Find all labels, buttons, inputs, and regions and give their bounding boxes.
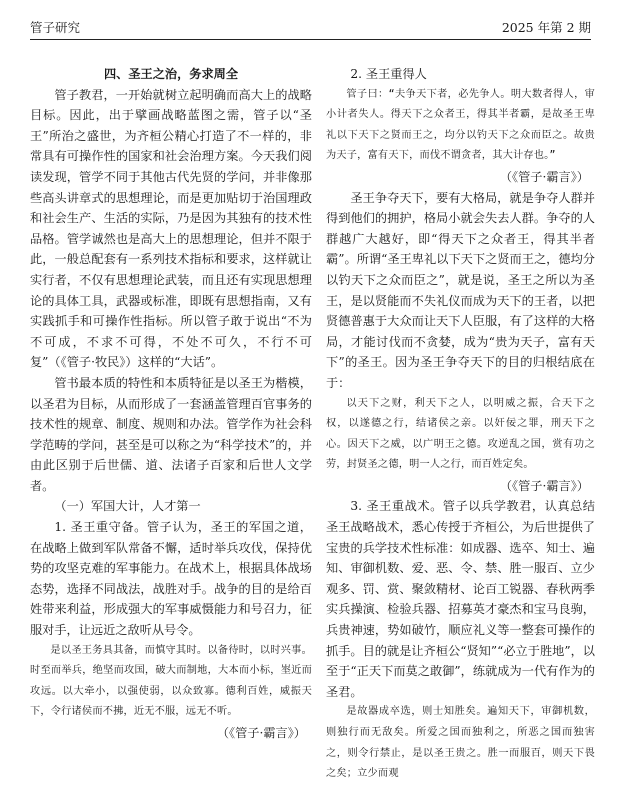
citation: （《管子·霸言》） bbox=[499, 478, 589, 493]
citation: （《管子·霸言》） bbox=[499, 169, 589, 184]
quotation: 是以圣王务具其备，而慎守其时。以备待时，以时兴事。时至而举兵，绝坚而攻国，破大而制地，大本而小标，埊近而攻远。以大牵小，以强使弱，以众致寡。德利百姓，威振天下，令行诸侯而不拂，近无不服，远无不听。 bbox=[30, 644, 312, 718]
quotation: 管子曰：“夫争天下者，必先争人。明大数者得人，审小计者失人。得天下之众者王，得其半者霸，是故圣王卑礼以下天下之贤而王之，均分以钓天下之众而臣之。故贵为天子，富有天下，而伐不谓贪者，其大计存也。” bbox=[326, 88, 595, 162]
paragraph: 管书最本质的特性和本质特征是以圣王为楷模，以圣君为目标，从而形成了一套涵盖管理百官事务的技术性的规章、制度、规则和办法。管学作为社会科学范畴的学问，甚至是可以称之为“科学技术”的，并由此区别于后世儒、道、法诸子百家和后世人文学者。 bbox=[30, 375, 312, 493]
paragraph: 3. 圣王重战术。管子以兵学教君，认真总结圣王战略战术，悉心传授于齐桓公，为后世提供了宝贵的兵学技术性标准：如成器、选卒、知士、遍知、审御机数、爱、恶、令、禁、胜一服百、立少观多、罚、赏、聚敛精材、论百工锐器、春秋两季实兵操演、检验兵器、招募英才豪杰和宝马良驹，兵贵神速，势如破竹，顺应礼义等一整套可操作的抓手。目的就是让齐桓公“贤知”“必立于胜地”，以至于“正天下而莫之敢御”，练就成为一代有作为的圣君。 bbox=[326, 499, 595, 699]
paragraph: 1. 圣王重守备。管子认为，圣王的军国之道，在战略上做到军队常备不懈，适时举兵攻伐，保持优势的攻坚克难的军事能力。在战术上，根据具体战场态势，选择不同战法，战胜对手。战争的目的是给百姓带来利益，形成强大的军事威慑能力和号召力，征服对手，让远近之敌听从号令。 bbox=[30, 520, 312, 638]
left-column bbox=[30, 64, 312, 744]
section-heading: 四、圣王之治，务求周全 bbox=[103, 67, 239, 81]
issue-label: 2025 年第 2 期 bbox=[501, 20, 591, 35]
paragraph: 圣王争夺天下，要有大格局，就是争夺人群并得到他们的拥护，格局小就会失去人群。争夺的人群越广大越好，即“得天下之众者王，得其半者霸”。所谓“圣王卑礼以下天下之贤而王之，德均分以钓天下之众而臣之”，就是说，圣王之所以为圣王，是以贤能而不失礼仪而成为天下的王者，以把贤德普惠于大众而让天下人臣服，有了这样的大格局，才能讨伐而不贪婪，成为“贵为天子，富有天下”的圣王。因为圣王争夺天下的目的归根结底在于： bbox=[326, 190, 595, 390]
journal-title: 管子研究 bbox=[30, 20, 81, 35]
citation: （《管子·霸言》） bbox=[216, 726, 306, 740]
quotation: 以天下之财，利天下之人，以明威之振，合天下之权，以遂德之行，结诸侯之亲。以奸佞之罪，刑天下之心。因天下之威，以广明王之德。攻逆乱之国，赏有功之劳，封贤圣之德，明一人之行，而百姓定矣。 bbox=[326, 397, 595, 471]
subsection-heading: 2. 圣王重得人 bbox=[350, 67, 427, 81]
quotation: 是故器成卒选，则士知胜矣。遍知天下，审御机数，则独行而无敌矣。所爱之国而独利之，所恶之国而独害之，则令行禁止，是以圣王贵之。胜一而服百，则天下畏之矣；立少而观 bbox=[326, 706, 595, 780]
running-header bbox=[30, 14, 591, 36]
subsection-heading: （一）军国大计，人才第一 bbox=[54, 499, 201, 514]
header-divider bbox=[30, 39, 591, 40]
right-column bbox=[326, 64, 595, 785]
paragraph: 管子教君，一开始就树立起明确而高大上的战略目标。因此，出于擘画战略蓝图之需，管子以“圣王”所治之盛世，为齐桓公精心打造了不一样的，非常具有可操作性的国家和社会治理方案。今天我们阅读发现，管学不同于其他古代先贤的学问，并非像那些高头讲章式的思想理论，而是更加贴切于治国理政和社会生产、生活的实际，乃是因为其独有的技术性品格。管学诚然也是高大上的思想理论，但并不限于此，一般总配套有一系列技术指标和要求，这样就让实行者，不仅有思想理论武装，而且还有实现思想理论的具体工具，武器或标准，即既有思想指南，又有实践抓手和可操作性指标。所以管子敢于说出“不为不可成，不求不可得，不处不可久，不行不可复”（《管子·牧民》）这样的“大话”。 bbox=[30, 87, 312, 370]
